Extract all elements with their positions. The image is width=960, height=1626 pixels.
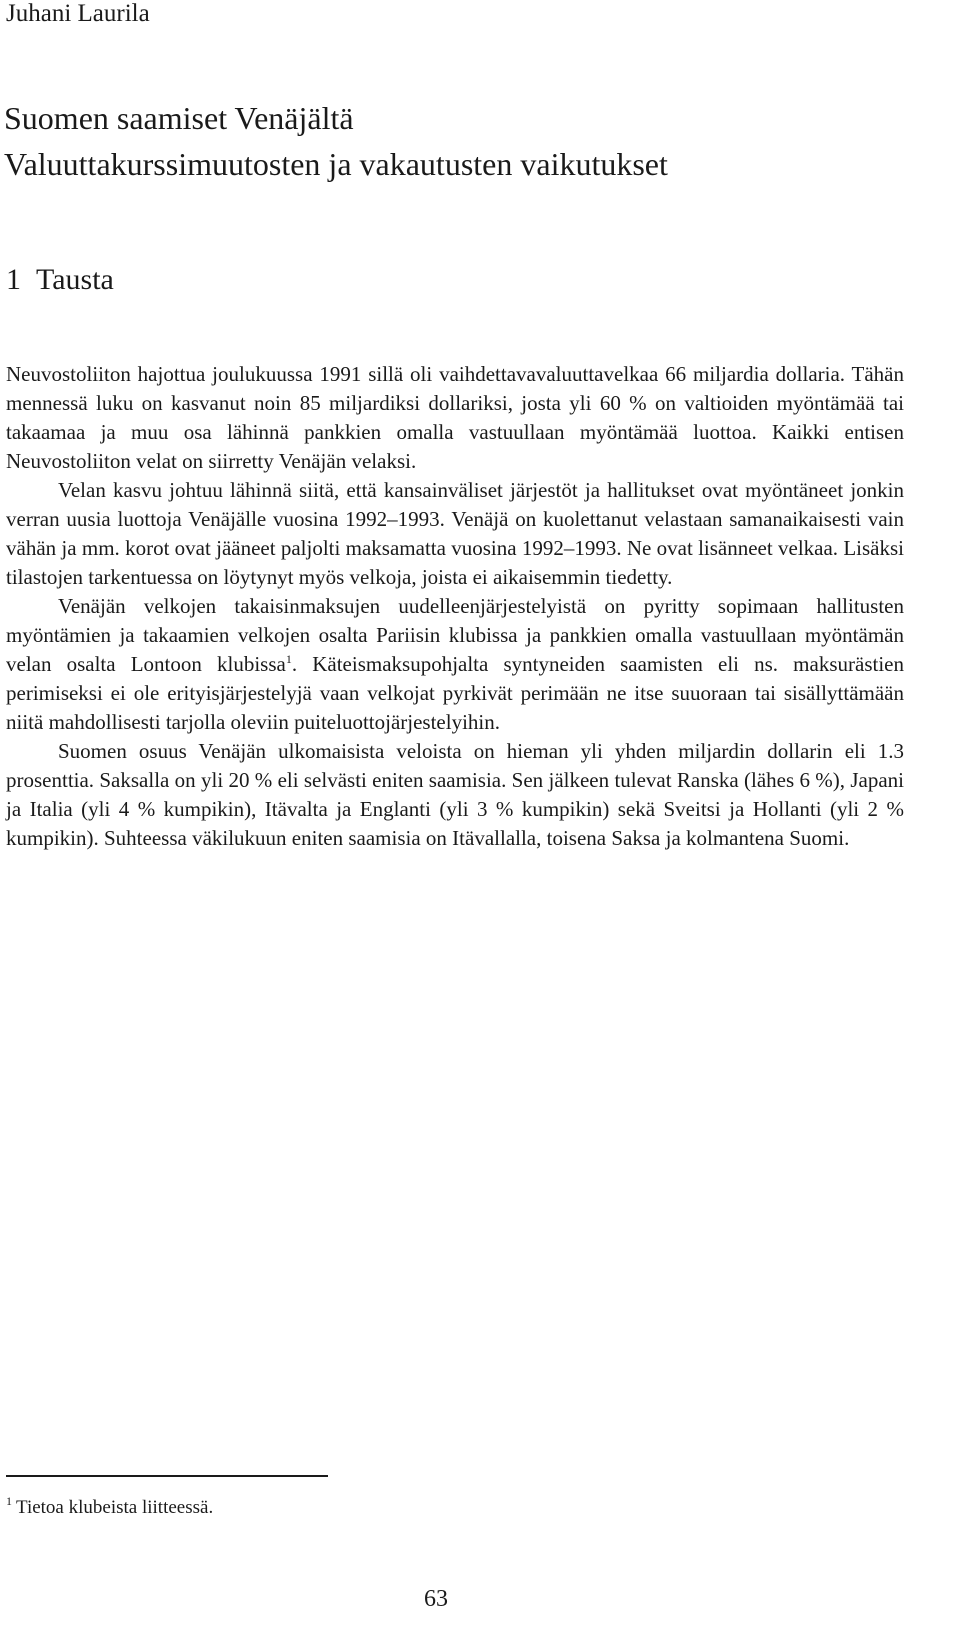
footnote-text: Tietoa klubeista liitteessä. bbox=[16, 1497, 214, 1518]
paragraph-2: Velan kasvu johtuu lähinnä siitä, että kansainväliset järjestöt ja hallitukset ovat myöntäneet jonkin verran uusia luottoja Venäjälle vuosina 1992–1993. Venäjä on kuolettanut velastaan samanaikaisesti vain vähän ja mm. korot ovat jääneet paljolti maksamatta vuosina 1992–1993. Ne ovat lisänneet velkaa. Lisäksi tilastojen tarkentuessa on löytynyt myös velkoja, joista ei aikaisemmin tiedetty. bbox=[6, 478, 904, 589]
page-number: 63 bbox=[424, 1586, 448, 1612]
footnote-divider bbox=[6, 1475, 328, 1477]
article-title bbox=[4, 95, 668, 187]
section-number: 1 bbox=[6, 263, 21, 296]
section-heading bbox=[6, 260, 114, 300]
footnote-mark: 1 bbox=[6, 1494, 12, 1508]
paragraph-1: Neuvostoliiton hajottua joulukuussa 1991 sillä oli vaihdettavavaluuttavelkaa 66 miljardia dollaria. Tähän mennessä luku on kasvanut noin 85 miljardiksi dollariksi, josta yli 60 % on valtioiden myöntämää tai takaamaa ja muu osa lähinnä pankkien omalla vastuullaan myöntämää luottoa. Kaikki entisen Neuvostoliiton velat on siirretty Venäjän velaksi. bbox=[6, 362, 904, 473]
section-title: Tausta bbox=[36, 263, 114, 296]
footnote bbox=[6, 1488, 213, 1521]
footnote-reference: 1 bbox=[285, 652, 292, 666]
paragraph-3-text-end: . Käteismaksupohjalta syntyneiden saamisten eli ns. maksurästien perimiseksi ei ole erityisjärjestelyjä vaan velkojat pyrkivät perimään ne itse suuoraan tai sisällyttämään niitä mahdollisesti tarjolla oleviin puiteluottojärjestelyihin. bbox=[6, 652, 904, 734]
author-name: Juhani Laurila bbox=[6, 0, 150, 27]
title-line-1: Suomen saamiset Venäjältä bbox=[4, 100, 354, 136]
body-text bbox=[6, 360, 904, 853]
title-line-2: Valuuttakurssimuutosten ja vakautusten vaikutukset bbox=[4, 146, 668, 182]
paragraph-3 bbox=[6, 592, 904, 737]
paragraph-4: Suomen osuus Venäjän ulkomaisista veloista on hieman yli yhden miljardin dollarin eli 1.3 prosenttia. Saksalla on yli 20 % eli selvästi eniten saamisia. Sen jälkeen tulevat Ranska (lähes 6 %), Japani ja Italia (yli 4 % kumpikin), Itävalta ja Englanti (yli 3 % kumpikin) sekä Sveitsi ja Hollanti (yli 2 % kumpikin). Suhteessa väkilukuun eniten saamisia on Itävallalla, toisena Saksa ja kolmantena Suomi. bbox=[6, 739, 904, 850]
paragraph-3-text-start: Venäjän velkojen takaisinmaksujen uudelleenjärjestelyistä on pyritty sopimaan hallitusten myöntämien ja takaamien velkojen osalta Pariisin klubissa ja pankkien omalla vastuullaan myöntämän velan osalta Lontoon klubissa bbox=[6, 594, 904, 676]
